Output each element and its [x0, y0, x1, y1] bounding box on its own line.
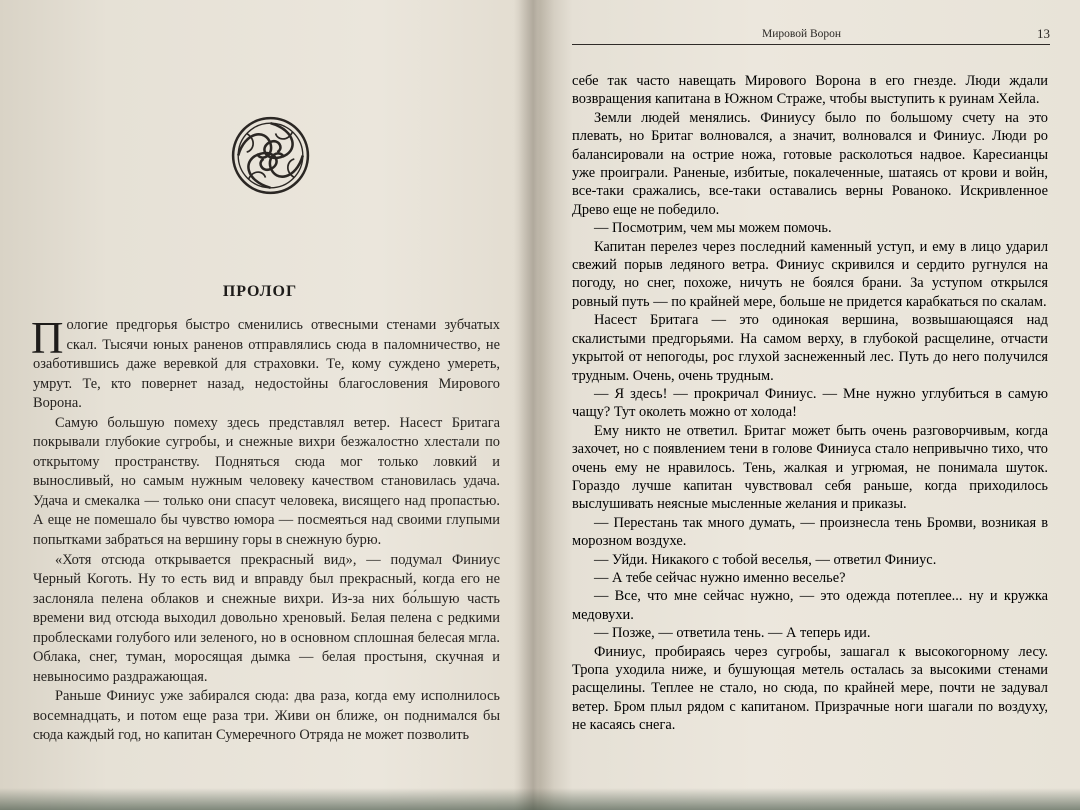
paragraph: — Я здесь! — прокричал Финиус. — Мне нужно углубиться в самую чащу? Тут околеть можно от холода!: [572, 385, 1048, 421]
paragraph: себе так часто навещать Мирового Ворона в его гнезде. Люди ждали возвращения капитана в Южном Страже, чтобы выступить к руинам Хейла.: [572, 73, 1048, 108]
paragraph: Пологие предгорья быстро сменились отвесными стенами зубчатых скал. Тысячи юных раненов отправлялись сюда в паломничество, не озаботившись даже веревкой для страховки. Те, кому суждено умереть, умрут. Те, кто повернет назад, недостойны благословения Мирового Ворона.: [31, 313, 500, 412]
paragraph: — А тебе сейчас нужно именно веселье?: [594, 569, 846, 586]
book-bottom-edge: [0, 788, 1080, 810]
paragraph: Финиус, пробираясь через сугробы, зашагал к высокогорному лесу. Тропа уходила ниже, и бушующая метель осталась за высокими стенами расщелины. Теплее не стало, но сюда, по крайней мере, почти не задувал ветер. Бром плыл рядом с капитаном. Призрачные ноги шагали по воздуху, не касаясь снега.: [572, 643, 1048, 734]
drop-cap: П: [31, 313, 64, 363]
paragraph: Земли людей менялись. Финиусу было по большому счету на это плевать, но Бритаг волновался, а значит, волновался и Финиус. Люди ро балансировали на острие ножа, готовые расколоться надвое. Каресианцы уже проиграли. Раненые, избитые, покалеченные, шатаясь от крови и войн, все-таки сражались, все-таки оставались верны Рованоко. Искривленное Древо еще не победило.: [572, 109, 1048, 218]
paragraph: Раньше Финиус уже забирался сюда: два раза, когда ему исполнилось восемнадцать, и потом еще раза три. Живи он ближе, он поднимался бы сюда каждый год, но капитан Сумеречного Отряда не может позволить: [33, 688, 500, 744]
paragraph: — Уйди. Никакого с тобой веселья, — ответил Финиус.: [594, 551, 937, 568]
right-page-body: [572, 72, 1048, 735]
header-rule: [572, 44, 1050, 45]
paragraph: — Все, что мне сейчас нужно, — это одежда потеплее... ну и кружка медовухи.: [572, 588, 1048, 623]
chapter-title: ПРОЛОГ: [222, 283, 298, 300]
paragraph: Капитан перелез через последний каменный уступ, и ему в лицо ударил свежий порыв ледяного ветра. Финиус скривился и сердито ругнулся на погоду, но снег, похоже, ничуть не боялся брани. За уступом открылся ровный путь — по крайней мере, больше не придется карабкаться по скалам.: [572, 238, 1048, 310]
celtic-knot-ornament-icon: [228, 113, 313, 198]
running-title: Мировой Ворон: [762, 28, 842, 40]
left-page: [0, 0, 535, 810]
paragraph: Ему никто не ответил. Бритаг может быть очень разговорчивым, когда захочет, но с появлением тени в голове Финиуса стало непривычно тихо, что очень ему не нравилось. Тень, жалкая и угрюмая, не понимала шуток. Гораздо лучше капитан чувствовал себя раньше, когда приходилось выслушивать неясные мысленные желания и приказы.: [572, 422, 1048, 513]
running-header: [572, 28, 1050, 44]
paragraph: — Позже, — ответила тень. — А теперь иди.: [594, 625, 871, 642]
paragraph: Самую большую помеху здесь представлял ветер. Насест Бритага покрывали глубокие сугробы, и снежные вихри безжалостно хлестали по открытому пространству. Подняться сюда мог только ловкий и выносливый, но самым нужным человеку качеством становилась удача. Удача и смекалка — только они спасут человека, висящего над пропастью. А еще не помешало бы чувство юмора — посмеяться над своими глупыми попытками забраться на вершину горы в снежную бурю.: [33, 414, 500, 549]
paragraph: Насест Бритага — это одинокая вершина, возвышающаяся над скалистыми предгорьями. На самом верху, в глубокой расщелине, отчасти укрытой от непогоды, рос глухой заснеженный лес. Путь до него получился трудным. Очень, очень трудным.: [572, 312, 1048, 384]
paragraph: — Перестань так много думать, — произнесла тень Бромви, возникая в морозном воздухе.: [572, 514, 1048, 550]
left-page-body: [31, 313, 500, 746]
paragraph: — Посмотрим, чем мы можем помочь.: [594, 220, 832, 237]
paragraph: «Хотя отсюда открывается прекрасный вид», — подумал Финиус Черный Коготь. Ну то есть вид и вправду был прекрасный, когда его не заслоняла пелена облаков и снежные вихри. Из-за них бо́льшую часть времени вид отсюда выходил довольно хреновый. Белая пелена с редкими проблесками голубого или зеленого, но в основном сплошная белесая мгла. Облака, снег, туман, моросящая дымка — белая простыня, скучная и невыносимо раздражающая.: [33, 551, 500, 685]
page-number: 13: [1037, 26, 1050, 41]
